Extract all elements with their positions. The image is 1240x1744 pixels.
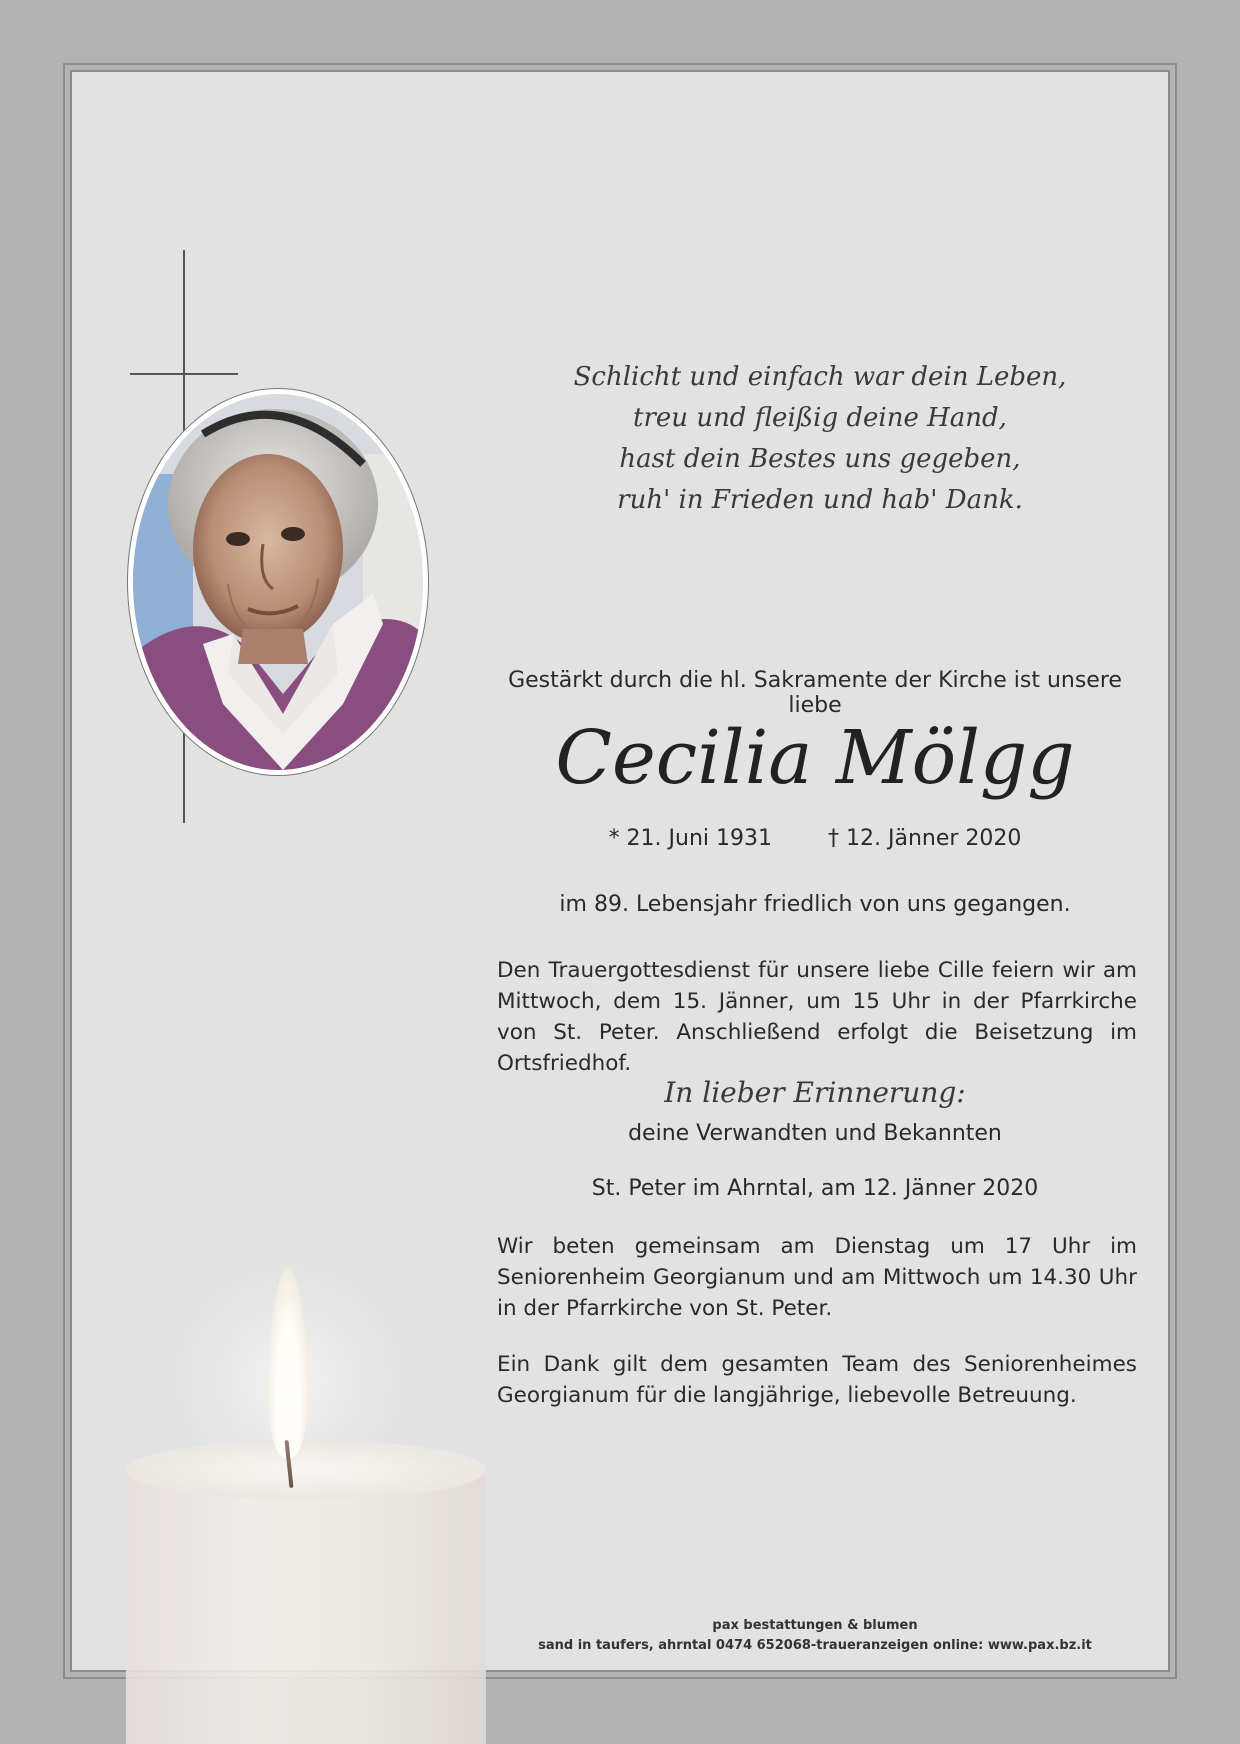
thanks-paragraph: Ein Dank gilt dem gesamten Team des Seniorenheimes Georgianum für die langjährige, liebevolle Betreuung. [497, 1352, 1137, 1408]
poem-line: ruh' in Frieden und hab' Dank. [617, 485, 1023, 515]
birth-date: * 21. Juni 1931 [608, 826, 773, 851]
death-date: † 12. Jänner 2020 [828, 826, 1022, 851]
intro-text: Gestärkt durch die hl. Sakramente der Kirche ist unsere liebe [508, 668, 1122, 718]
poem-line: Schlicht und einfach war dein Leben, [573, 362, 1067, 392]
footer-contact: sand in taufers, ahrntal 0474 652068-traueranzeigen online: www.pax.bz.it [538, 1638, 1092, 1653]
poem-line: hast dein Bestes uns gegeben, [619, 444, 1021, 474]
portrait-image [133, 394, 423, 770]
mourners-line: deine Verwandten und Bekannten [628, 1121, 1002, 1146]
deceased-name: Cecilia Mölgg [555, 715, 1075, 801]
cross-horizontal-bar [130, 373, 238, 375]
funeral-paragraph: Den Trauergottesdienst für unsere liebe Cille feiern wir am Mittwoch, dem 15. Jänner, um 15 Uhr in der Pfarrkirche von St. Peter. Anschließend erfolgt die Beisetzung im Ortsfriedhof. [497, 958, 1137, 1076]
memory-heading: In lieber Erinnerung: [664, 1076, 966, 1109]
poem [560, 357, 1080, 521]
life-dates [480, 826, 1150, 851]
age-line: im 89. Lebensjahr friedlich von uns gegangen. [559, 892, 1071, 917]
prayer-paragraph: Wir beten gemeinsam am Dienstag um 17 Uhr im Seniorenheim Georgianum und am Mittwoch um 14.30 Uhr in der Pfarrkirche von St. Peter. [497, 1234, 1137, 1321]
portrait-photo [127, 388, 429, 776]
poem-line: treu und fleißig deine Hand, [633, 403, 1007, 433]
candle-top [126, 1440, 486, 1500]
footer-company: pax bestattungen & blumen [712, 1618, 918, 1633]
place-date: St. Peter im Ahrntal, am 12. Jänner 2020 [591, 1176, 1039, 1201]
